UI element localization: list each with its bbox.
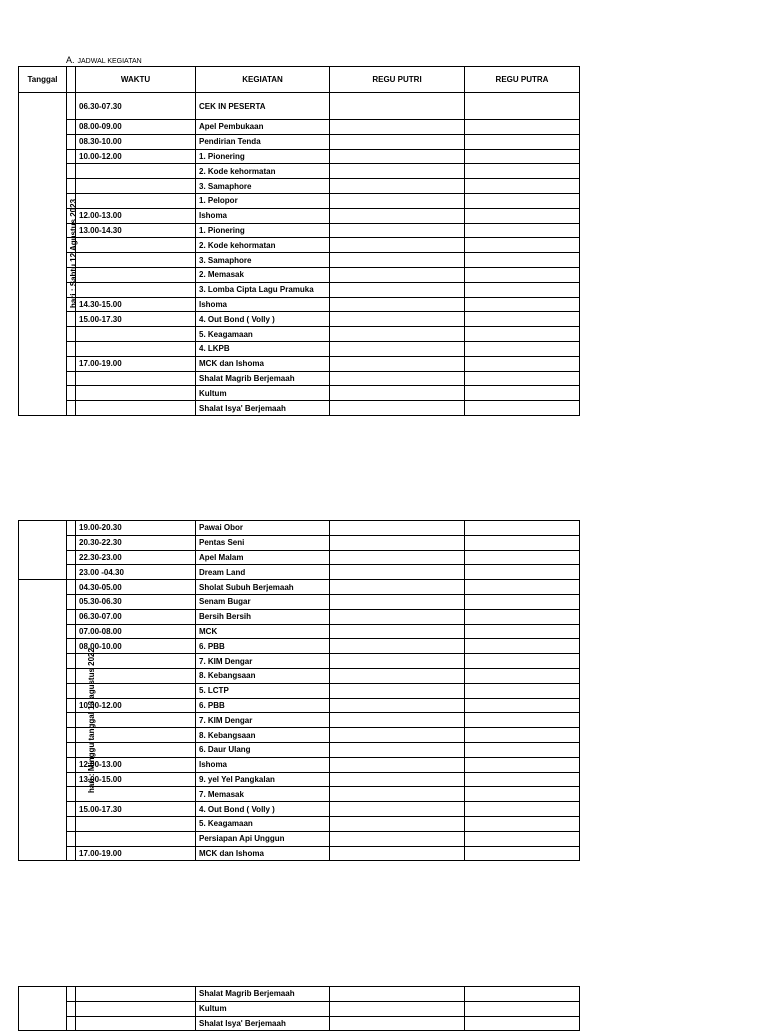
date-cell	[19, 93, 79, 416]
time-cell	[76, 341, 196, 356]
regu-putra-cell	[465, 772, 580, 787]
blank-cell	[67, 742, 76, 757]
activity-cell: 6. Daur Ulang	[196, 742, 330, 757]
time-cell: 12.00-13.00	[76, 208, 196, 223]
activity-cell: 4. Out Bond ( Volly )	[196, 312, 330, 327]
table-row	[19, 668, 580, 683]
activity-cell: 7. KIM Dengar	[196, 654, 330, 669]
regu-putri-cell	[330, 713, 465, 728]
regu-putri-cell	[330, 802, 465, 817]
activity-cell: MCK	[196, 624, 330, 639]
regu-putra-cell	[465, 683, 580, 698]
activity-cell: 7. Memasak	[196, 787, 330, 802]
regu-putra-cell	[465, 238, 580, 253]
regu-putri-cell	[330, 728, 465, 743]
table-row	[19, 93, 580, 120]
blank-cell	[67, 550, 76, 565]
blank-cell	[67, 386, 76, 401]
regu-putri-cell	[330, 297, 465, 312]
regu-putra-cell	[465, 535, 580, 550]
regu-putra-cell	[465, 93, 580, 120]
table-row	[19, 223, 580, 238]
table-row	[19, 816, 580, 831]
regu-putri-cell	[330, 149, 465, 164]
activity-cell: Shalat Magrib Berjemaah	[196, 371, 330, 386]
regu-putri-cell	[330, 816, 465, 831]
regu-putra-cell	[465, 831, 580, 846]
table-row	[19, 193, 580, 208]
blank-cell	[67, 120, 76, 135]
activity-cell: CEK IN PESERTA	[196, 93, 330, 120]
table-row	[19, 149, 580, 164]
blank-cell	[67, 371, 76, 386]
time-cell: 15.00-17.30	[76, 312, 196, 327]
activity-cell: Sholat Subuh Berjemaah	[196, 580, 330, 595]
blank-cell	[67, 831, 76, 846]
regu-putra-cell	[465, 987, 580, 1002]
regu-putri-cell	[330, 1016, 465, 1031]
table-row	[19, 742, 580, 757]
section-letter: A.	[66, 55, 75, 65]
activity-cell: 2. Kode kehormatan	[196, 164, 330, 179]
blank-cell	[67, 624, 76, 639]
regu-putri-cell	[330, 846, 465, 861]
regu-putra-cell	[465, 356, 580, 371]
regu-putra-cell	[465, 1001, 580, 1016]
blank-cell	[67, 312, 76, 327]
regu-putri-cell	[330, 356, 465, 371]
section-title: JADWAL KEGIATAN	[77, 58, 142, 65]
time-cell	[76, 386, 196, 401]
table-row	[19, 401, 580, 416]
table-row	[19, 846, 580, 861]
header-kegiatan: KEGIATAN	[196, 67, 330, 93]
time-cell: 15.00-17.30	[76, 802, 196, 817]
regu-putri-cell	[330, 565, 465, 580]
regu-putra-cell	[465, 282, 580, 297]
blank-cell	[67, 609, 76, 624]
header-regu-putra: REGU PUTRA	[465, 67, 580, 93]
activity-cell: Pawai Obor	[196, 521, 330, 536]
activity-cell: 1. Pionering	[196, 223, 330, 238]
regu-putri-cell	[330, 179, 465, 194]
regu-putra-cell	[465, 787, 580, 802]
activity-cell: 6. PBB	[196, 698, 330, 713]
table-row	[19, 580, 580, 595]
blank-cell	[67, 594, 76, 609]
day2-cont-body	[19, 987, 580, 1031]
blank-cell	[67, 1001, 76, 1016]
header-waktu: WAKTU	[76, 67, 196, 93]
blank-cell	[67, 802, 76, 817]
regu-putri-cell	[330, 594, 465, 609]
schedule-table-day2	[18, 520, 580, 861]
table-row	[19, 253, 580, 268]
blank-cell	[67, 846, 76, 861]
activity-cell: Dream Land	[196, 565, 330, 580]
activity-cell: Pentas Seni	[196, 535, 330, 550]
regu-putra-cell	[465, 401, 580, 416]
regu-putra-cell	[465, 565, 580, 580]
blank-cell	[67, 580, 76, 595]
regu-putra-cell	[465, 223, 580, 238]
activity-cell: MCK dan Ishoma	[196, 356, 330, 371]
time-cell	[76, 253, 196, 268]
regu-putra-cell	[465, 371, 580, 386]
time-cell	[76, 179, 196, 194]
blank-cell	[67, 713, 76, 728]
blank-cell	[67, 341, 76, 356]
time-cell: 07.00-08.00	[76, 624, 196, 639]
time-cell: 10.00-12.00	[76, 698, 196, 713]
regu-putra-cell	[465, 728, 580, 743]
blank-cell	[67, 728, 76, 743]
activity-cell: 4. Out Bond ( Volly )	[196, 802, 330, 817]
time-cell	[76, 831, 196, 846]
header-tanggal: Tanggal	[19, 67, 67, 93]
time-cell: 12.00-13.00	[76, 757, 196, 772]
blank-cell	[67, 179, 76, 194]
regu-putri-cell	[330, 341, 465, 356]
time-cell: 08.00-10.00	[76, 639, 196, 654]
regu-putri-cell	[330, 757, 465, 772]
activity-cell: 7. KIM Dengar	[196, 713, 330, 728]
date-label: hari : Minggu tanggal 13 agustus 2022	[86, 647, 96, 793]
regu-putra-cell	[465, 253, 580, 268]
blank-cell	[67, 535, 76, 550]
time-cell: 14.30-15.00	[76, 297, 196, 312]
regu-putra-cell	[465, 846, 580, 861]
schedule-table-day1	[18, 66, 580, 416]
regu-putri-cell	[330, 386, 465, 401]
blank-cell	[67, 772, 76, 787]
regu-putra-cell	[465, 580, 580, 595]
table-row	[19, 639, 580, 654]
regu-putri-cell	[330, 164, 465, 179]
table-row	[19, 565, 580, 580]
regu-putra-cell	[465, 386, 580, 401]
regu-putri-cell	[330, 134, 465, 149]
activity-cell: Apel Pembukaan	[196, 120, 330, 135]
time-cell	[76, 282, 196, 297]
table-row	[19, 521, 580, 536]
table-row	[19, 1016, 580, 1031]
regu-putra-cell	[465, 550, 580, 565]
regu-putra-cell	[465, 267, 580, 282]
blank-cell	[67, 757, 76, 772]
regu-putri-cell	[330, 742, 465, 757]
time-cell	[76, 401, 196, 416]
regu-putra-cell	[465, 757, 580, 772]
blank-cell	[67, 93, 76, 120]
activity-cell: 3. Samaphore	[196, 179, 330, 194]
regu-putri-cell	[330, 831, 465, 846]
date-cell	[19, 580, 96, 861]
regu-putri-cell	[330, 312, 465, 327]
regu-putri-cell	[330, 253, 465, 268]
time-cell: 17.00-19.00	[76, 846, 196, 861]
activity-cell: 6. PBB	[196, 639, 330, 654]
time-cell	[76, 1016, 196, 1031]
regu-putri-cell	[330, 668, 465, 683]
blank-cell	[67, 668, 76, 683]
regu-putra-cell	[465, 654, 580, 669]
activity-cell: 5. Keagamaan	[196, 816, 330, 831]
table-row	[19, 371, 580, 386]
regu-putra-cell	[465, 164, 580, 179]
blank-cell	[67, 401, 76, 416]
regu-putri-cell	[330, 371, 465, 386]
regu-putri-cell	[330, 580, 465, 595]
table-row	[19, 609, 580, 624]
time-cell	[76, 164, 196, 179]
table-row	[19, 831, 580, 846]
regu-putra-cell	[465, 521, 580, 536]
table-row	[19, 312, 580, 327]
regu-putri-cell	[330, 535, 465, 550]
blank-cell	[67, 987, 76, 1002]
activity-cell: Shalat Isya' Berjemaah	[196, 401, 330, 416]
regu-putri-cell	[330, 327, 465, 342]
regu-putri-cell	[330, 654, 465, 669]
regu-putri-cell	[330, 223, 465, 238]
time-cell	[76, 1001, 196, 1016]
activity-cell: Apel Malam	[196, 550, 330, 565]
regu-putra-cell	[465, 312, 580, 327]
blank-cell	[67, 327, 76, 342]
table-row	[19, 356, 580, 371]
table-row	[19, 164, 580, 179]
time-cell: 20.30-22.30	[76, 535, 196, 550]
table-row	[19, 757, 580, 772]
regu-putra-cell	[465, 149, 580, 164]
table-row	[19, 683, 580, 698]
time-cell: 04.30-05.00	[76, 580, 196, 595]
activity-cell: Ishoma	[196, 297, 330, 312]
date-label: hari : Sabtu 12 Agustus 2023	[69, 199, 79, 309]
regu-putra-cell	[465, 341, 580, 356]
regu-putra-cell	[465, 179, 580, 194]
activity-cell: Ishoma	[196, 208, 330, 223]
regu-putri-cell	[330, 521, 465, 536]
table-row	[19, 728, 580, 743]
regu-putri-cell	[330, 1001, 465, 1016]
regu-putra-cell	[465, 742, 580, 757]
header-regu-putri: REGU PUTRI	[330, 67, 465, 93]
activity-cell: 5. Keagamaan	[196, 327, 330, 342]
regu-putra-cell	[465, 594, 580, 609]
table-row	[19, 282, 580, 297]
table-row	[19, 386, 580, 401]
regu-putra-cell	[465, 609, 580, 624]
blank-cell	[67, 1016, 76, 1031]
table-row	[19, 987, 580, 1002]
regu-putri-cell	[330, 238, 465, 253]
header-blank	[67, 67, 76, 93]
regu-putri-cell	[330, 787, 465, 802]
table-row	[19, 297, 580, 312]
time-cell	[76, 371, 196, 386]
activity-cell: 1. Pelopor	[196, 193, 330, 208]
table-row	[19, 698, 580, 713]
activity-cell: Senam Bugar	[196, 594, 330, 609]
activity-cell: 3. Samaphore	[196, 253, 330, 268]
table-row	[19, 535, 580, 550]
activity-cell: MCK dan Ishoma	[196, 846, 330, 861]
time-cell: 05.30-06.30	[76, 594, 196, 609]
regu-putra-cell	[465, 624, 580, 639]
activity-cell: Shalat Isya' Berjemaah	[196, 1016, 330, 1031]
regu-putra-cell	[465, 297, 580, 312]
activity-cell: Pendirian Tenda	[196, 134, 330, 149]
table-row	[19, 179, 580, 194]
table-row	[19, 654, 580, 669]
table-row	[19, 327, 580, 342]
regu-putri-cell	[330, 639, 465, 654]
regu-putri-cell	[330, 401, 465, 416]
blank-cell	[67, 816, 76, 831]
time-cell: 06.30-07.00	[76, 609, 196, 624]
table-row	[19, 713, 580, 728]
time-cell: 13.00-14.30	[76, 223, 196, 238]
blank-cell	[67, 149, 76, 164]
time-cell: 22.30-23.00	[76, 550, 196, 565]
blank-cell	[67, 683, 76, 698]
table-row	[19, 802, 580, 817]
time-cell	[76, 987, 196, 1002]
day1-body	[19, 93, 580, 416]
activity-cell: 2. Memasak	[196, 267, 330, 282]
time-cell: 06.30-07.30	[76, 93, 196, 120]
table-row	[19, 1001, 580, 1016]
blank-cell	[67, 521, 76, 536]
table-row	[19, 624, 580, 639]
time-cell: 17.00-19.00	[76, 356, 196, 371]
table-row	[19, 787, 580, 802]
time-cell: 19.00-20.30	[76, 521, 196, 536]
activity-cell: Ishoma	[196, 757, 330, 772]
table-row	[19, 134, 580, 149]
schedule-table-day2-continued	[18, 986, 580, 1031]
time-cell: 23.00 -04.30	[76, 565, 196, 580]
time-cell	[76, 238, 196, 253]
regu-putri-cell	[330, 624, 465, 639]
regu-putra-cell	[465, 639, 580, 654]
regu-putra-cell	[465, 1016, 580, 1031]
table-row	[19, 772, 580, 787]
activity-cell: 8. Kebangsaan	[196, 728, 330, 743]
table-row	[19, 238, 580, 253]
activity-cell: 9. yel Yel Pangkalan	[196, 772, 330, 787]
regu-putri-cell	[330, 193, 465, 208]
time-cell: 10.00-12.00	[76, 149, 196, 164]
regu-putra-cell	[465, 802, 580, 817]
regu-putra-cell	[465, 208, 580, 223]
regu-putra-cell	[465, 120, 580, 135]
activity-cell: Bersih Bersih	[196, 609, 330, 624]
blank-cell	[67, 565, 76, 580]
regu-putra-cell	[465, 668, 580, 683]
blank-cell	[67, 164, 76, 179]
table-row	[19, 267, 580, 282]
time-cell: 08.00-09.00	[76, 120, 196, 135]
regu-putri-cell	[330, 282, 465, 297]
blank-cell	[67, 639, 76, 654]
blank-cell	[67, 698, 76, 713]
blank-cell	[67, 787, 76, 802]
regu-putra-cell	[465, 698, 580, 713]
regu-putri-cell	[330, 267, 465, 282]
time-cell	[76, 816, 196, 831]
activity-cell: Kultum	[196, 386, 330, 401]
regu-putri-cell	[330, 683, 465, 698]
time-cell	[76, 327, 196, 342]
table-row	[19, 120, 580, 135]
time-cell: 08.30-10.00	[76, 134, 196, 149]
regu-putra-cell	[465, 816, 580, 831]
activity-cell: 3. Lomba Cipta Lagu Pramuka	[196, 282, 330, 297]
activity-cell: 1. Pionering	[196, 149, 330, 164]
activity-cell: Persiapan Api Unggun	[196, 831, 330, 846]
section-caption	[66, 55, 142, 65]
regu-putri-cell	[330, 550, 465, 565]
day2-body	[19, 521, 580, 861]
table-header-row	[19, 67, 580, 93]
activity-cell: 8. Kebangsaan	[196, 668, 330, 683]
date-cell	[19, 987, 67, 1031]
regu-putri-cell	[330, 93, 465, 120]
activity-cell: Kultum	[196, 1001, 330, 1016]
time-cell	[76, 193, 196, 208]
date-cell	[19, 521, 67, 580]
time-cell: 13.00-15.00	[76, 772, 196, 787]
activity-cell: 2. Kode kehormatan	[196, 238, 330, 253]
regu-putri-cell	[330, 772, 465, 787]
activity-cell: 5. LCTP	[196, 683, 330, 698]
activity-cell: 4. LKPB	[196, 341, 330, 356]
regu-putra-cell	[465, 327, 580, 342]
table-row	[19, 208, 580, 223]
regu-putri-cell	[330, 698, 465, 713]
blank-cell	[67, 356, 76, 371]
table-row	[19, 341, 580, 356]
regu-putri-cell	[330, 208, 465, 223]
regu-putri-cell	[330, 609, 465, 624]
blank-cell	[67, 134, 76, 149]
activity-cell: Shalat Magrib Berjemaah	[196, 987, 330, 1002]
time-cell	[76, 267, 196, 282]
regu-putra-cell	[465, 713, 580, 728]
table-row	[19, 550, 580, 565]
table-row	[19, 594, 580, 609]
regu-putra-cell	[465, 134, 580, 149]
regu-putri-cell	[330, 987, 465, 1002]
regu-putra-cell	[465, 193, 580, 208]
blank-cell	[67, 654, 76, 669]
regu-putri-cell	[330, 120, 465, 135]
